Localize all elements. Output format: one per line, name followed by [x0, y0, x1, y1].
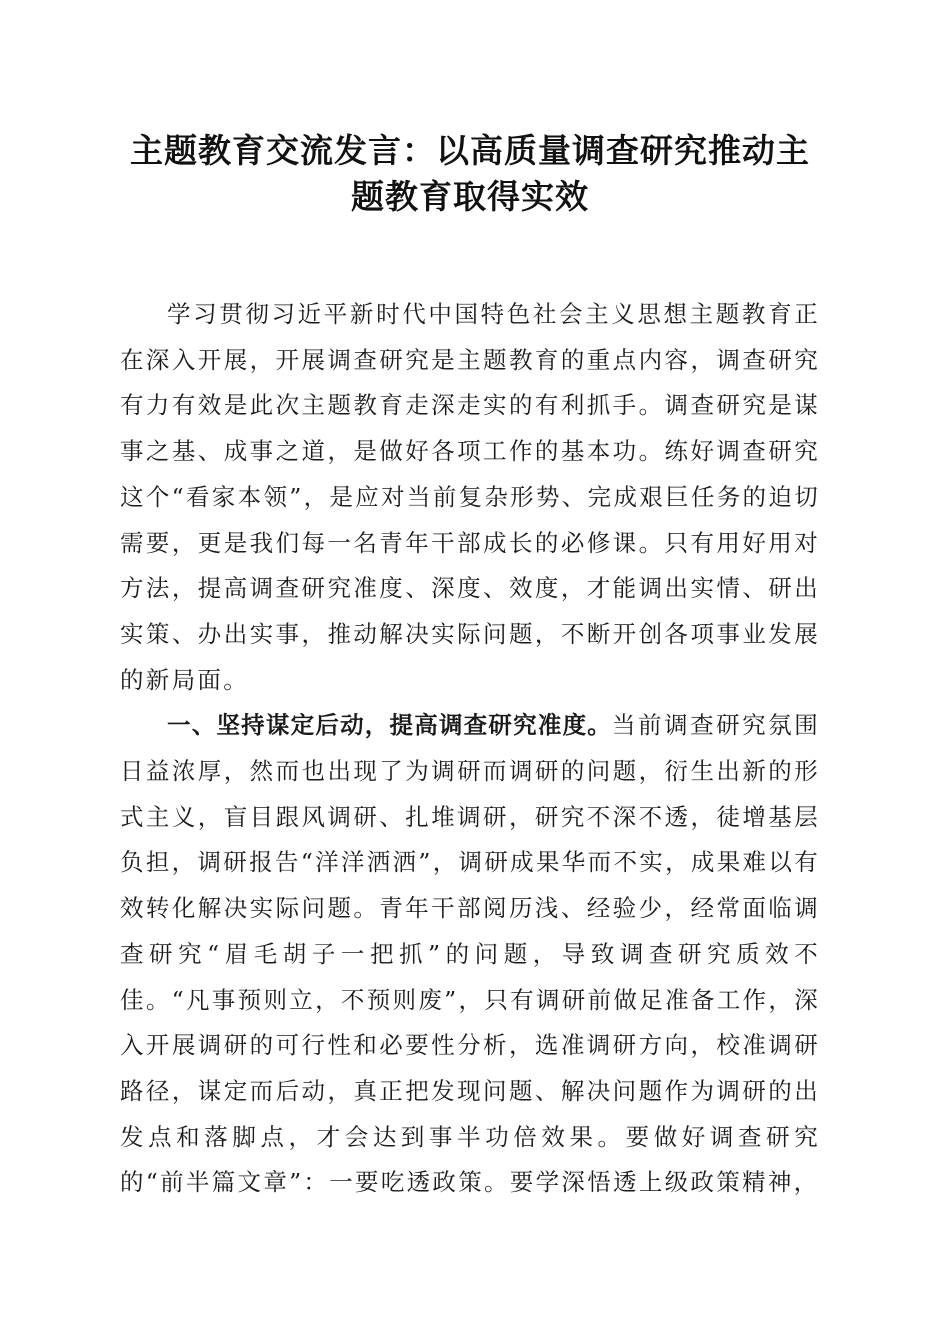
section-1-paragraph	[120, 703, 820, 1206]
intro-paragraph: 学习贯彻习近平新时代中国特色社会主义思想主题教育正在深入开展，开展调查研究是主题教育的重点内容，调查研究有力有效是此次主题教育走深走实的有利抓手。调查研究是谋事之基、成事之道，是做好各项工作的基本功。练好调查研究这个“看家本领”，是应对当前复杂形势、完成艰巨任务的迫切需要，更是我们每一名青年干部成长的必修课。只有用好用对方法，提高调查研究准度、深度、效度，才能调出实情、研出实策、办出实事，推动解决实际问题，不断开创各项事业发展的新局面。	[120, 300, 820, 694]
section-1-heading: 一、坚持谋定后动，提高调查研究准度。	[167, 711, 613, 740]
document-page	[120, 128, 820, 1206]
document-title: 主题教育交流发言：以高质量调查研究推动主题教育取得实效	[130, 131, 810, 216]
section-1-body: 当前调查研究氛围日益浓厚，然而也出现了为调研而调研的问题，衍生出新的形式主义，盲目跟风调研、扎堆调研，研究不深不透，徒增基层负担，调研报告“洋洋洒洒”，调研成果华而不实，成果难以有效转化解决实际问题。青年干部阅历浅、经验少，经常面临调查研究“眉毛胡子一把抓”的问题，导致调查研究质效不佳。“凡事预则立，不预则废”，只有调研前做足准备工作，深入开展调研的可行性和必要性分析，选准调研方向，校准调研路径，谋定而后动，真正把发现问题、解决问题作为调研的出发点和落脚点，才会达到事半功倍效果。要做好调查研究的“前半篇文章”：一要吃透政策。要学深悟透上级政策精神，	[120, 711, 820, 1197]
